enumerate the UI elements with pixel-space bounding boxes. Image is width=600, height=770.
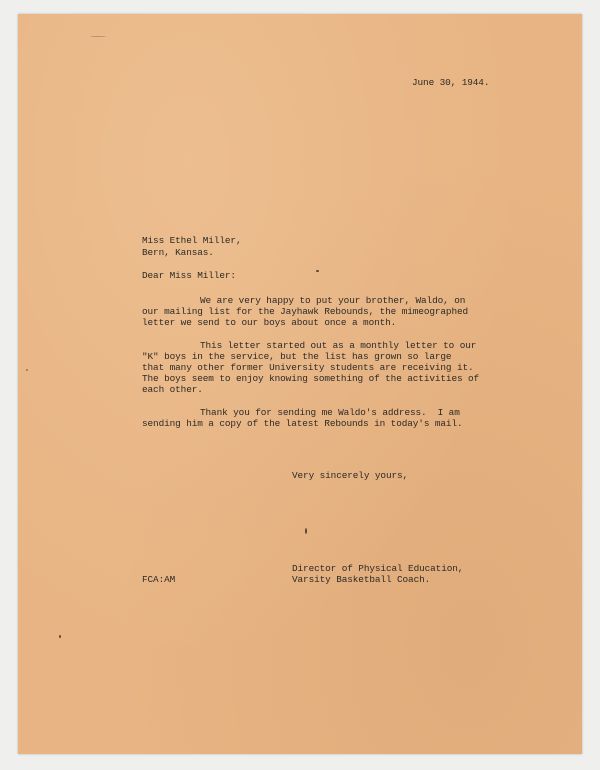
paragraph-3-line-2: sending him a copy of the latest Rebounds in today's mail. bbox=[142, 418, 463, 429]
paragraph-1-line-2: our mailing list for the Jayhawk Rebounds, the mimeographed bbox=[142, 306, 469, 317]
paragraph-1-line-1: We are very happy to put your brother, Waldo, on bbox=[200, 295, 466, 306]
paper-speck bbox=[26, 369, 28, 371]
signature-title-line-1: Director of Physical Education, bbox=[292, 563, 464, 574]
paragraph-2-line-4: The boys seem to enjoy knowing something of the activities of bbox=[142, 373, 480, 384]
paper-speck bbox=[59, 635, 61, 638]
paragraph-2-line-1: This letter started out as a monthly letter to our bbox=[200, 340, 477, 351]
paper-speck bbox=[90, 36, 106, 37]
paragraph-2-line-2: "K" boys in the service, but the list has grown so large bbox=[142, 351, 452, 362]
letter-date: June 30, 1944. bbox=[412, 77, 490, 88]
salutation: Dear Miss Miller: bbox=[142, 270, 236, 281]
recipient-location: Bern, Kansas. bbox=[142, 247, 214, 258]
paper-speck bbox=[316, 270, 319, 272]
letter-paper bbox=[18, 14, 582, 754]
paper-speck bbox=[305, 528, 307, 534]
recipient-name: Miss Ethel Miller, bbox=[142, 235, 242, 246]
paragraph-2-line-3: that many other former University students are receiving it. bbox=[142, 362, 474, 373]
signature-title-line-2: Varsity Basketball Coach. bbox=[292, 574, 431, 585]
reference-initials: FCA:AM bbox=[142, 574, 176, 585]
paragraph-2-line-5: each other. bbox=[142, 384, 203, 395]
closing: Very sincerely yours, bbox=[292, 470, 409, 481]
paragraph-3-line-1: Thank you for sending me Waldo's address. I am bbox=[200, 407, 460, 418]
paragraph-1-line-3: letter we send to our boys about once a month. bbox=[142, 317, 397, 328]
